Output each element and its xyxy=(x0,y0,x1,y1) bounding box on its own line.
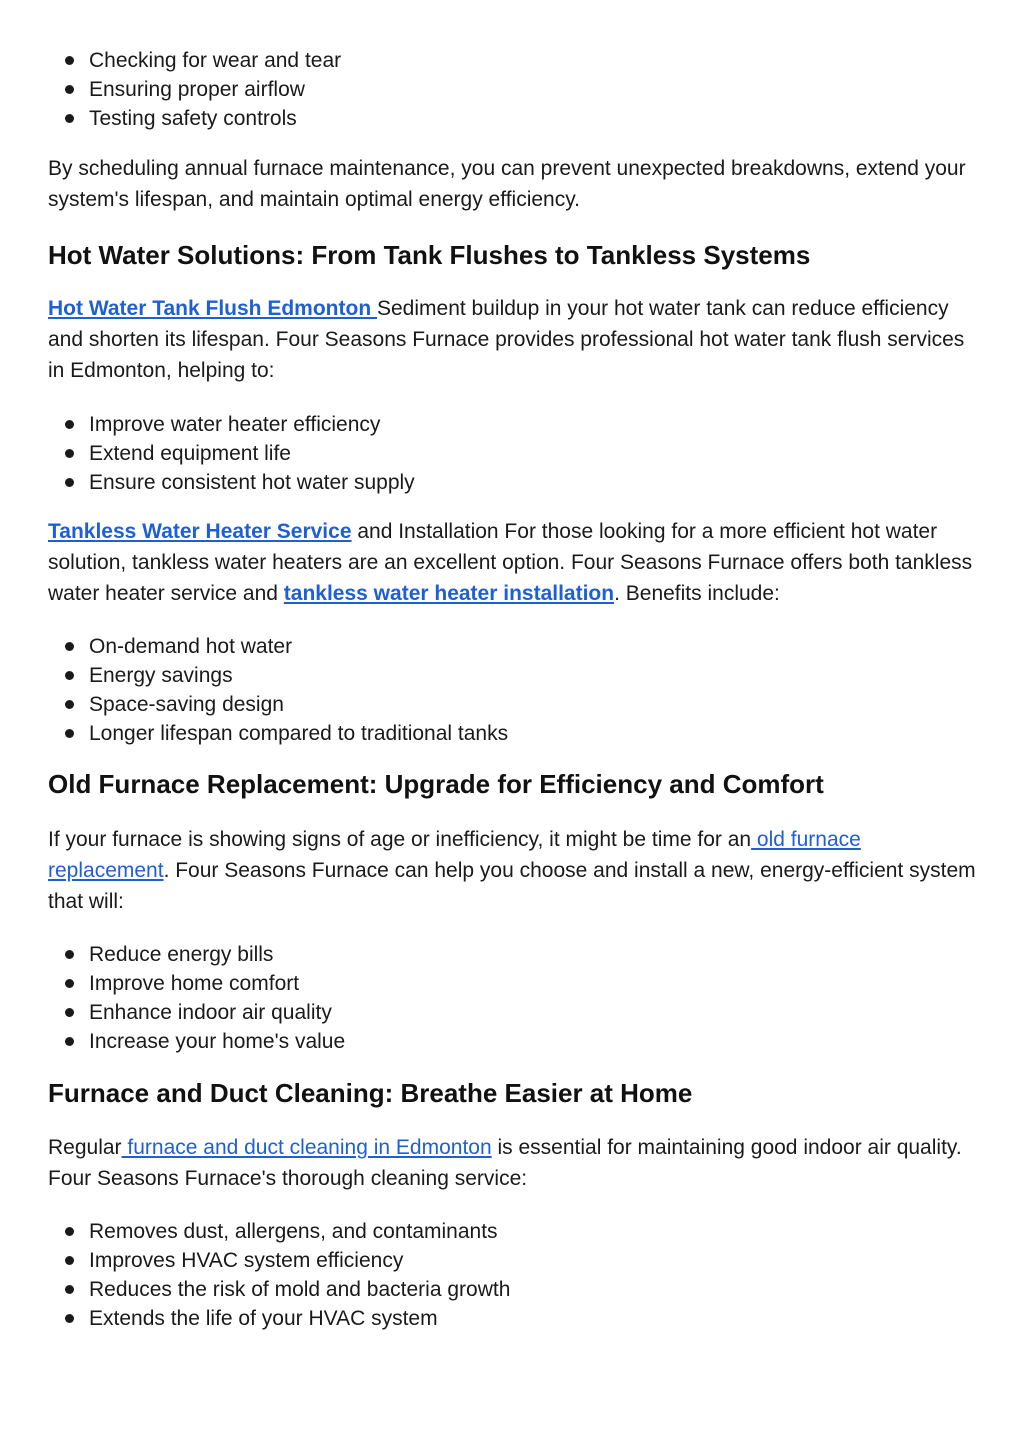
cleaning-bullet-list xyxy=(48,1217,510,1333)
replacement-paragraph: If your furnace is showing signs of age or inefficiency, it might be time for an old furnace replacement. Four Seasons Furnace can help you choose and install a new, energy-efficient system that will: xyxy=(48,828,976,913)
bullet-icon xyxy=(65,449,74,458)
replacement-bullet-list xyxy=(48,940,345,1056)
list-item: Energy savings xyxy=(48,661,508,690)
bullet-icon xyxy=(65,700,74,709)
bullet-icon xyxy=(65,56,74,65)
bullet-icon xyxy=(65,85,74,94)
list-item: Longer lifespan compared to traditional tanks xyxy=(48,719,508,748)
bullet-icon xyxy=(65,114,74,123)
list-item: Removes dust, allergens, and contaminants xyxy=(48,1217,510,1246)
list-item: On-demand hot water xyxy=(48,632,508,661)
list-item: Ensure consistent hot water supply xyxy=(48,468,415,497)
bullet-icon xyxy=(65,1314,74,1323)
tank-flush-paragraph: Hot Water Tank Flush Edmonton Sediment buildup in your hot water tank can reduce efficiency and shorten its lifespan. Four Seasons Furnace provides professional hot water tank flush services in Edmonton, helping to: xyxy=(48,297,965,382)
bullet-icon xyxy=(65,642,74,651)
bullet-icon xyxy=(65,420,74,429)
list-item: Extend equipment life xyxy=(48,439,415,468)
list-item: Testing safety controls xyxy=(48,104,341,133)
list-item: Enhance indoor air quality xyxy=(48,998,345,1027)
bullet-icon xyxy=(65,1256,74,1265)
bullet-icon xyxy=(65,478,74,487)
bullet-icon xyxy=(65,671,74,680)
furnace-duct-cleaning-link[interactable]: furnace and duct cleaning in Edmonton xyxy=(121,1136,492,1159)
tankless-water-heater-service-link[interactable]: Tankless Water Heater Service xyxy=(48,520,352,543)
list-item: Improves HVAC system efficiency xyxy=(48,1246,510,1275)
tankless-paragraph: Tankless Water Heater Service and Installation For those looking for a more efficient hot water solution, tankless water heaters are an excellent option. Four Seasons Furnace offers both tankless water heater service and tankless water heater installation. Benefits include: xyxy=(48,520,973,605)
bullet-icon xyxy=(65,1227,74,1236)
intro-bullet-list xyxy=(48,46,341,133)
bullet-icon xyxy=(65,950,74,959)
hot-water-tank-flush-link[interactable]: Hot Water Tank Flush Edmonton xyxy=(48,297,377,320)
tank-flush-bullet-list xyxy=(48,410,415,497)
bullet-icon xyxy=(65,1008,74,1017)
bullet-icon xyxy=(65,1037,74,1046)
list-item: Space-saving design xyxy=(48,690,508,719)
list-item: Improve water heater efficiency xyxy=(48,410,415,439)
tankless-bullet-list xyxy=(48,632,508,748)
bullet-icon xyxy=(65,979,74,988)
old-furnace-replacement-link[interactable]: old furnace replacement xyxy=(48,828,861,882)
hot-water-heading: Hot Water Solutions: From Tank Flushes to Tankless Systems xyxy=(48,240,811,270)
tankless-water-heater-installation-link[interactable]: tankless water heater installation xyxy=(283,582,615,605)
list-item: Increase your home's value xyxy=(48,1027,345,1056)
list-item: Improve home comfort xyxy=(48,969,345,998)
bullet-icon xyxy=(65,729,74,738)
list-item: Reduce energy bills xyxy=(48,940,345,969)
list-item: Reduces the risk of mold and bacteria growth xyxy=(48,1275,510,1304)
list-item: Ensuring proper airflow xyxy=(48,75,341,104)
list-item: Checking for wear and tear xyxy=(48,46,341,75)
list-item: Extends the life of your HVAC system xyxy=(48,1304,510,1333)
maintenance-paragraph: By scheduling annual furnace maintenance, you can prevent unexpected breakdowns, extend your system's lifespan, and maintain optimal energy efficiency. xyxy=(48,157,966,211)
cleaning-heading: Furnace and Duct Cleaning: Breathe Easier at Home xyxy=(48,1078,693,1108)
cleaning-paragraph: Regular furnace and duct cleaning in Edmonton is essential for maintaining good indoor air quality. Four Seasons Furnace's thorough cleaning service: xyxy=(48,1136,962,1190)
replacement-heading: Old Furnace Replacement: Upgrade for Efficiency and Comfort xyxy=(48,769,824,799)
bullet-icon xyxy=(65,1285,74,1294)
